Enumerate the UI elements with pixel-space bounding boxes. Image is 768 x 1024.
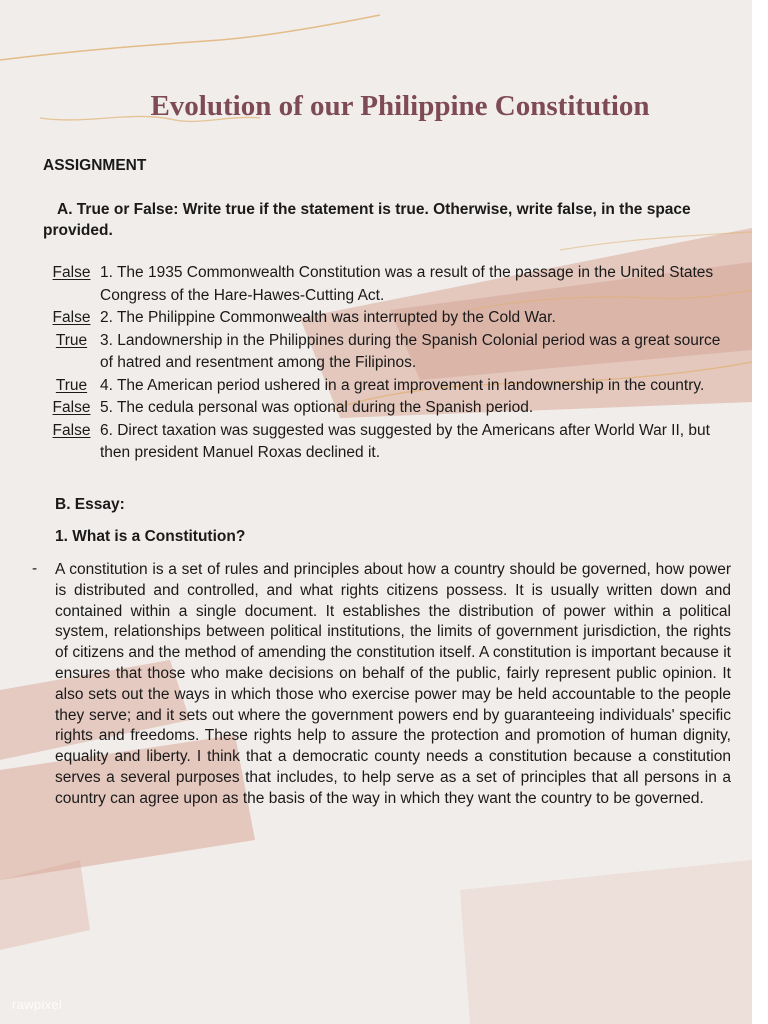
tf-statement: 6. Direct taxation was suggested was suggested by the Americans after World War II, but then president Manuel Roxas declined it.: [100, 421, 710, 461]
tf-answer: False: [52, 309, 91, 326]
page-title: Evolution of our Philippine Constitution: [150, 90, 650, 122]
true-false-list: [43, 262, 733, 465]
assignment-heading: ASSIGNMENT: [43, 157, 147, 174]
section-a-instruction-text: A. True or False: Write true if the statement is true. Otherwise, write false, in the space provided.: [43, 201, 691, 239]
list-item: [43, 307, 733, 330]
list-item: [43, 397, 733, 420]
tf-answer: True: [55, 376, 88, 394]
tf-answer: False: [52, 421, 91, 439]
tf-answer: False: [52, 264, 91, 281]
section-b-heading: B. Essay:: [55, 496, 125, 513]
tf-statement: 4. The American period ushered in a great improvement in landownership in the country.: [100, 376, 705, 394]
watermark: rawpixel: [12, 997, 63, 1012]
tf-statement: 1. The 1935 Commonwealth Constitution was a result of the passage in the United States Congress of the Hare-Hawes-Cutting Act.: [100, 264, 714, 304]
list-item: [43, 420, 733, 465]
essay-answer: A constitution is a set of rules and principles about how a country should be governed, how power is distributed and controlled, and what rights citizens possess. It is usually written down and contained within a single document. It establishes the distribution of power within a political system, relationships between political institutions, the limits of government jurisdiction, the rights of citizens and the method of amending the constitution itself. A constitution is important because it ensures that those who make decisions on behalf of the public, fairly represent public opinion. It also sets out the ways in which those who exercise power may be held accountable to the people they serve; and it sets out where the government powers end by guaranteeing individuals' specific rights and freedoms. These rights help to assure the protection and promotion of human dignity, equality and liberty. I think that a democratic county needs a constitution because a constitution serves a several purposes that includes, to help serve as a set of principles that all persons in a country can agree upon as the basis of the way in which they want the country to be governed.: [55, 561, 731, 807]
list-item: [43, 375, 733, 398]
tf-statement: 5. The cedula personal was optional during the Spanish period.: [100, 399, 534, 416]
list-item: [43, 330, 733, 375]
tf-answer: False: [52, 399, 91, 416]
list-item: [43, 262, 733, 307]
tf-answer: True: [55, 331, 88, 349]
tf-statement: 2. The Philippine Commonwealth was interrupted by the Cold War.: [100, 309, 556, 326]
section-a-instruction: [43, 199, 733, 241]
essay-bullet: -: [32, 560, 38, 577]
tf-statement: 3. Landownership in the Philippines during the Spanish Colonial period was a great source of hatred and resentment among the Filipinos.: [100, 331, 721, 371]
essay-question: 1. What is a Constitution?: [55, 528, 246, 545]
